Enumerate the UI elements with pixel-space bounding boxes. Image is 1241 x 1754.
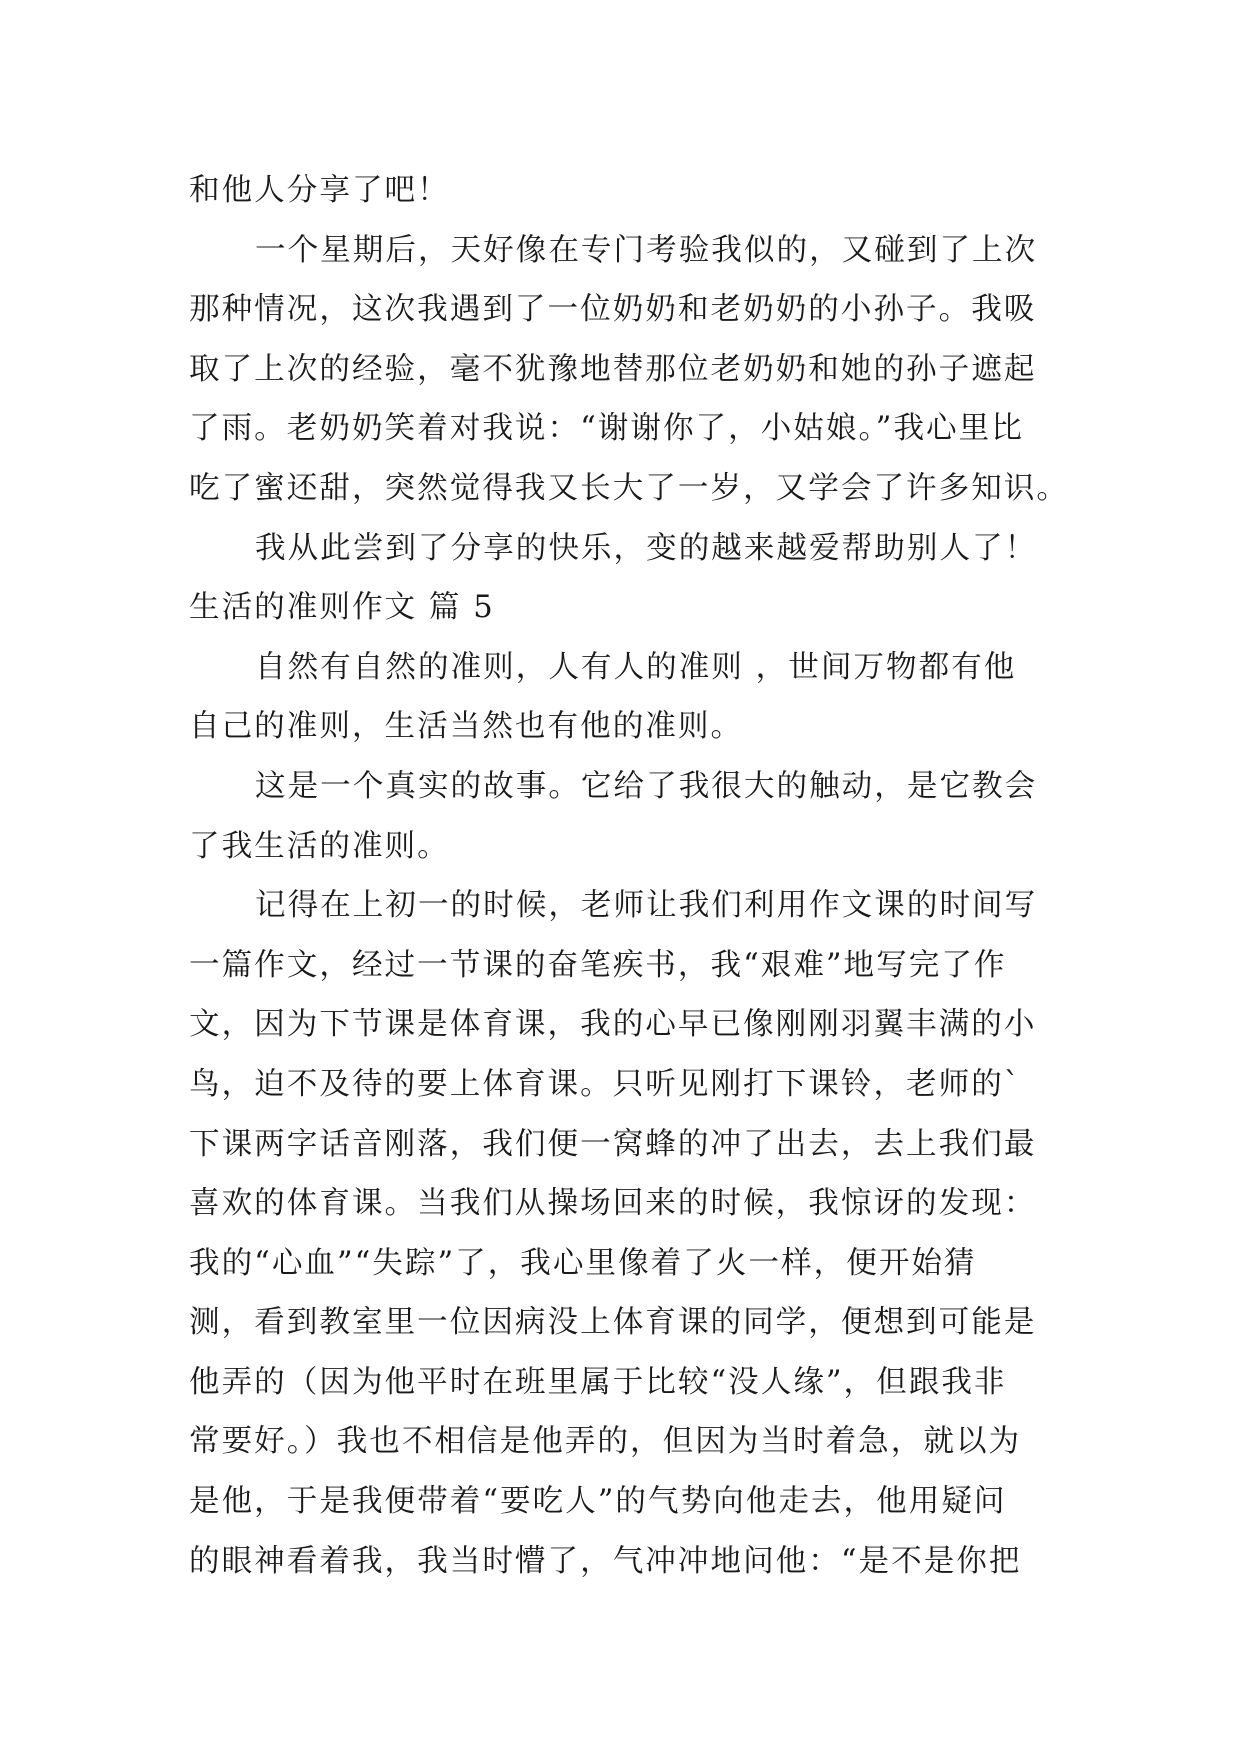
text-line-12: 了我生活的准则。 (189, 828, 450, 864)
text-line-6: 吃了蜜还甜，突然觉得我又长大了一岁，又学会了许多知识。 (189, 470, 1070, 506)
text-line-10: 自己的准则，生活当然也有他的准则。 (189, 709, 744, 745)
text-line-21: 他弄的（因为他平时在班里属于比较“没人缘”，但跟我非 (189, 1364, 1007, 1400)
text-line-1: 和他人分享了吧！ (189, 173, 450, 208)
text-line-19: 我的“心血”“失踪”了，我心里像着了火一样，便开始猜 (189, 1245, 977, 1281)
text-line-15: 文，因为下节课是体育课，我的心早已像刚刚羽翼丰满的小 (189, 1007, 1037, 1043)
text-line-13: 记得在上初一的时候，老师让我们利用作文课的时间写 (255, 888, 1038, 924)
body-text (189, 161, 1070, 1591)
text-line-5: 了雨。老奶奶笑着对我说：“谢谢你了，小姑娘。”我心里比 (189, 411, 1024, 447)
text-line-7: 我从此尝到了分享的快乐，变的越来越爱帮助别人了！ (255, 530, 1038, 566)
text-line-18: 喜欢的体育课。当我们从操场回来的时候，我惊讶的发现： (189, 1186, 1037, 1222)
text-line-4: 取了上次的经验，毫不犹豫地替那位老奶奶和她的孙子遮起 (189, 351, 1037, 387)
text-line-22: 常要好。）我也不相信是他弄的，但因为当时着急，就以为 (189, 1424, 1022, 1460)
text-line-16: 鸟，迫不及待的要上体育课。只听见刚打下课铃，老师的` (189, 1066, 1022, 1102)
text-line-24: 的眼神看着我，我当时懵了，气冲冲地问他：“是不是你把 (189, 1543, 1022, 1579)
text-line-9: 自然有自然的准则，人有人的准则 ，世间万物都有他 (255, 649, 1017, 685)
section-heading: 生活的准则作文 篇 5 (189, 590, 495, 626)
text-line-20: 测，看到教室里一位因病没上体育课的同学，便想到可能是 (189, 1305, 1037, 1341)
text-line-2: 一个星期后，天好像在专门考验我似的，又碰到了上次 (255, 232, 1038, 268)
text-line-3: 那种情况，这次我遇到了一位奶奶和老奶奶的小孙子。我吸 (189, 292, 1037, 328)
text-line-17: 下课两字话音刚落，我们便一窝蜂的冲了出去，去上我们最 (189, 1126, 1037, 1162)
text-line-14: 一篇作文，经过一节课的奋笔疾书，我“艰难”地写完了作 (189, 947, 1007, 983)
text-line-23: 是他，于是我便带着“要吃人”的气势向他走去，他用疑问 (189, 1484, 1007, 1520)
text-line-11: 这是一个真实的故事。它给了我很大的触动，是它教会 (255, 768, 1038, 804)
